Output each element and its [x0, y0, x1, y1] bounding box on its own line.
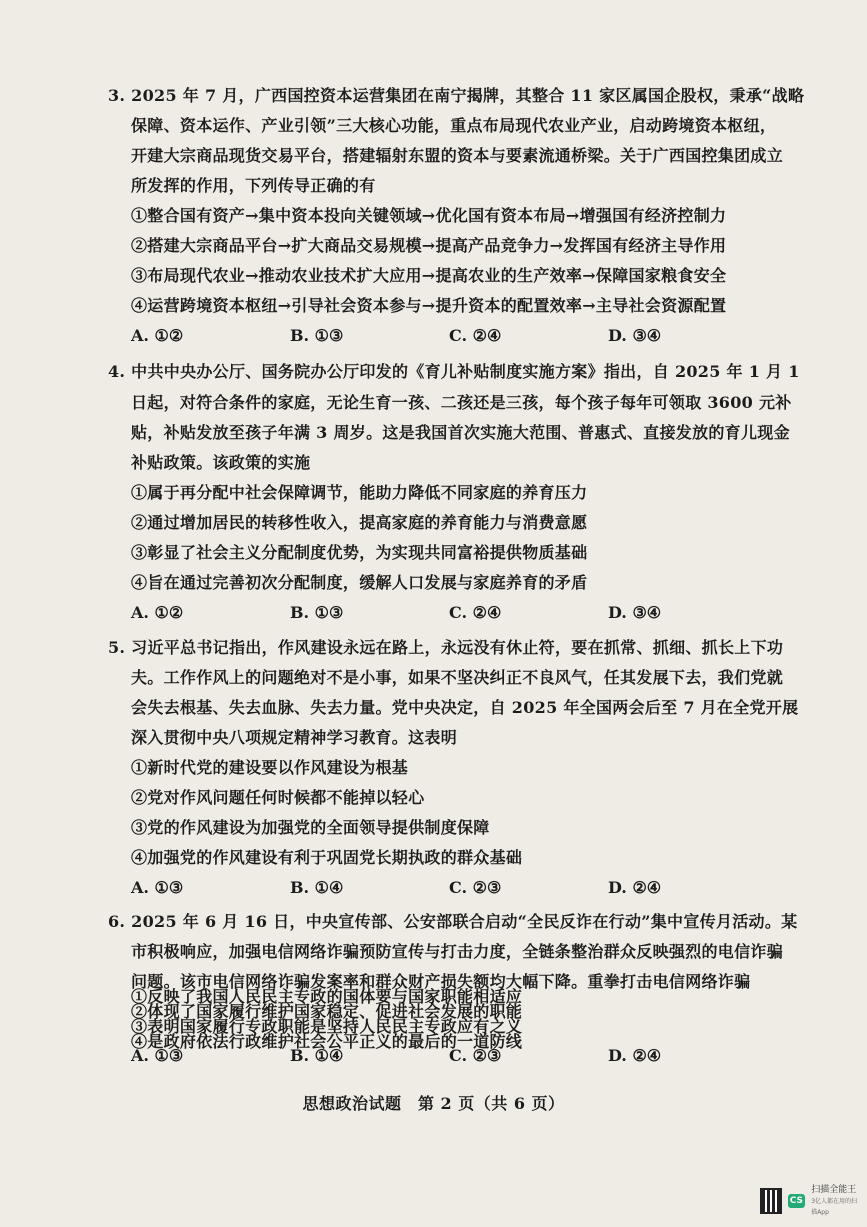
- question-6-line-3: 问题。该市电信网络诈骗发案率和群众财产损失额均大幅下降。重拳打击电信网络诈骗: [131, 972, 751, 991]
- question-5-line-3: 会失去根基、失去血脉、失去力量。党中央决定，自 2025 年全国两会后至 7 月在全党开展: [131, 698, 799, 717]
- option-c: C. ②④: [449, 326, 502, 345]
- question-4-statement-4: ④旨在通过完善初次分配制度，缓解人口发展与家庭养育的矛盾: [131, 573, 588, 592]
- question-6-line-1: 6. 2025 年 6 月 16 日，中央宣传部、公安部联合启动“全民反诈在行动”集中宣传月活动。某: [108, 912, 798, 931]
- question-4-statement-3: ③彰显了社会主义分配制度优势，为实现共同富裕提供物质基础: [131, 543, 588, 562]
- question-4-statement-2: ②通过增加居民的转移性收入，提高家庭的养育能力与消费意愿: [131, 513, 588, 532]
- question-3-statement-1: ①整合国有资产→集中资本投向关键领域→优化国有资本布局→增强国有经济控制力: [131, 206, 727, 225]
- question-5-line-4: 深入贯彻中央八项规定精神学习教育。这表明: [131, 728, 458, 747]
- question-5-statement-2: ②党对作风问题任何时候都不能掉以轻心: [131, 788, 425, 807]
- option-a: A. ①③: [131, 1046, 184, 1065]
- question-4-line-4: 补贴政策。该政策的实施: [131, 453, 311, 472]
- question-5-line-1: 5. 习近平总书记指出，作风建设永远在路上，永远没有休止符，要在抓常、抓细、抓长上下功: [108, 638, 784, 657]
- option-b: B. ①③: [290, 603, 344, 622]
- scanner-subtitle: 3亿人都在用的扫描App: [811, 1197, 858, 1216]
- option-c: C. ②③: [449, 878, 502, 897]
- question-6-statement-4: ④是政府依法行政维护社会公平正义的最后的一道防线: [131, 1032, 523, 1051]
- question-3-line-1: 3. 2025 年 7 月，广西国控资本运营集团在南宁揭牌，其整合 11 家区属国企股权，秉承“战略: [108, 86, 805, 105]
- question-5-statement-3: ③党的作风建设为加强党的全面领导提供制度保障: [131, 818, 490, 837]
- question-3-statement-3: ③布局现代农业→推动农业技术扩大应用→提高农业的生产效率→保障国家粮食安全: [131, 266, 727, 285]
- option-a: A. ①②: [131, 603, 184, 622]
- question-3-statement-4: ④运营跨境资本枢纽→引导社会资本参与→提升资本的配置效率→主导社会资源配置: [131, 296, 727, 315]
- question-4-line-1: 4. 中共中央办公厅、国务院办公厅印发的《育儿补贴制度实施方案》指出，自 2025 年 1 月 1: [108, 362, 800, 381]
- question-3-line-3: 开建大宗商品现货交易平台，搭建辐射东盟的资本与要素流通桥梁。关于广西国控集团成立: [131, 146, 784, 165]
- option-d: D. ③④: [608, 326, 662, 345]
- question-5-line-2: 夫。工作作风上的问题绝对不是小事，如果不坚决纠正不良风气，任其发展下去，我们党就: [131, 668, 784, 687]
- question-6-statement-1: ①反映了我国人民民主专政的国体要与国家职能相适应: [131, 987, 523, 1006]
- option-b: B. ①③: [290, 326, 344, 345]
- question-6-statement-3: ③表明国家履行专政职能是坚持人民民主专政应有之义: [131, 1017, 523, 1036]
- page-footer: 思想政治试题 第 2 页（共 6 页）: [302, 1094, 565, 1113]
- question-6-line-2: 市积极响应，加强电信网络诈骗预防宣传与打击力度，全链条整治群众反映强烈的电信诈骗: [131, 942, 784, 961]
- scanner-watermark: [760, 1184, 862, 1218]
- scanner-label: [811, 1185, 862, 1218]
- question-3-line-4: 所发挥的作用，下列传导正确的有: [131, 176, 376, 195]
- option-a: A. ①③: [131, 878, 184, 897]
- option-c: C. ②③: [449, 1046, 502, 1065]
- question-6-statement-2: ②体现了国家履行维护国家稳定、促进社会发展的职能: [131, 1002, 523, 1021]
- question-4-statement-1: ①属于再分配中社会保障调节，能助力降低不同家庭的养育压力: [131, 483, 588, 502]
- scanner-title: 扫描全能王: [811, 1184, 857, 1195]
- question-5-statement-4: ④加强党的作风建设有利于巩固党长期执政的群众基础: [131, 848, 523, 867]
- option-b: B. ①④: [290, 878, 344, 897]
- question-4-line-3: 贴，补贴发放至孩子年满 3 周岁。这是我国首次实施大范围、普惠式、直接发放的育儿现金: [131, 423, 790, 442]
- option-d: D. ②④: [608, 1046, 662, 1065]
- camscanner-logo-icon: CS: [788, 1194, 806, 1208]
- option-d: D. ②④: [608, 878, 662, 897]
- option-c: C. ②④: [449, 603, 502, 622]
- question-3-line-2: 保障、资本运作、产业引领”三大核心功能，重点布局现代农业产业，启动跨境资本枢纽，: [131, 116, 777, 135]
- option-a: A. ①②: [131, 326, 184, 345]
- qr-code-icon: [760, 1188, 782, 1214]
- question-4-line-2: 日起，对符合条件的家庭，无论生育一孩、二孩还是三孩，每个孩子每年可领取 3600 元补: [131, 393, 792, 412]
- option-b: B. ①④: [290, 1046, 344, 1065]
- option-d: D. ③④: [608, 603, 662, 622]
- question-5-statement-1: ①新时代党的建设要以作风建设为根基: [131, 758, 409, 777]
- question-3-statement-2: ②搭建大宗商品平台→扩大商品交易规模→提高产品竞争力→发挥国有经济主导作用: [131, 236, 727, 255]
